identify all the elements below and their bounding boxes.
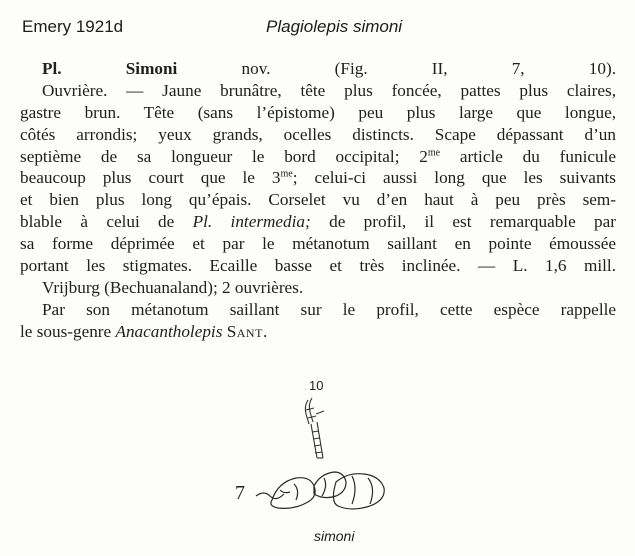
text-line: portant les stigmates. Ecaille basse et très inclinée. — L. 1,6 mill. xyxy=(20,256,616,276)
specimen-figure xyxy=(232,378,402,528)
text-line: Ouvrière. — Jaune brunâtre, tête plus foncée, pattes plus claires, xyxy=(42,80,616,100)
species-name: Pl. Simoni xyxy=(42,59,178,78)
text-line: côtés arrondis; yeux grands, ocelles distincts. Scape dépassant d’un xyxy=(20,124,616,144)
species-header: Plagiolepis simoni xyxy=(266,17,403,36)
figure-caption: simoni xyxy=(314,528,355,544)
text-line: Par son métanotum saillant sur le profil, cette espèce rappelle xyxy=(42,299,616,319)
figure-label-10: 10 xyxy=(309,378,324,393)
text-line: septième de sa longueur le bord occipital; $2^{me}$ article du funicule xyxy=(20,146,616,166)
ant-profile-drawing xyxy=(256,472,384,509)
antenna-drawing xyxy=(305,398,324,458)
text-line: sa forme déprimée et par le métanotum saillant en pointe émoussée xyxy=(20,234,616,254)
text-line: beaucoup plus court que le $3^{me}$; celui-ci aussi long que les suivants xyxy=(20,168,616,188)
text-line: gastre brun. Tête (sans l’épistome) peu plus large que longue, xyxy=(20,102,616,122)
text-line: et bien plus long qu’épais. Corselet vu d’en haut à peu près sem- xyxy=(20,190,616,210)
figure-label-7: 7 xyxy=(235,482,245,504)
text-line: blable à celui de Pl. intermedia; de profil, il est remarquable par xyxy=(20,212,617,232)
ant-drawing xyxy=(232,378,402,528)
locality-line: Vrijburg (Bechuanaland); 2 ouvrières. xyxy=(42,277,304,297)
reference-header: Emery 1921d xyxy=(22,17,124,36)
description-text xyxy=(20,58,616,343)
text-line: le sous-genre Anacantholepis Sant. xyxy=(20,321,268,341)
text-line: Pl. Simoni nov. (Fig. II, 7, 10). xyxy=(42,59,616,78)
